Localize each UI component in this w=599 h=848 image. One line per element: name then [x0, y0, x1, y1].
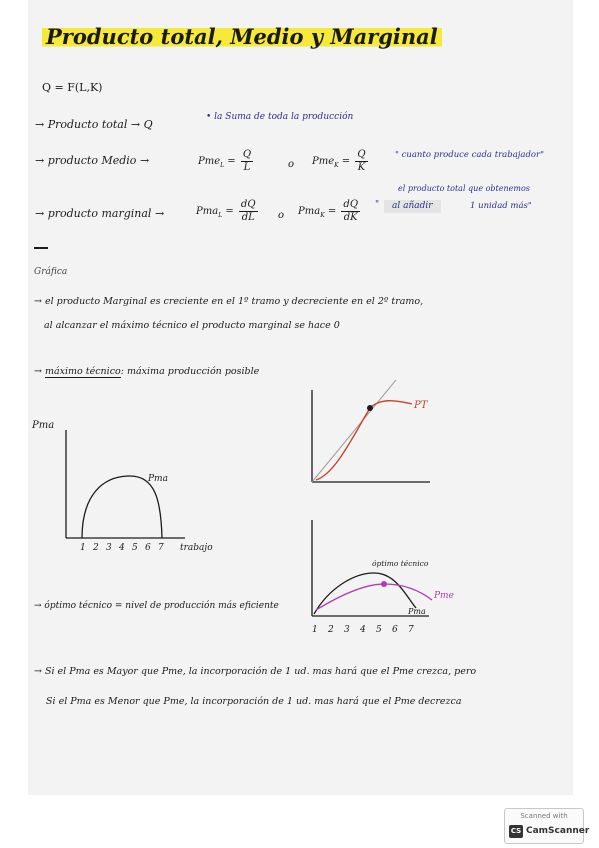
total-label: Producto total — [47, 118, 128, 131]
average-marginal-graph — [304, 518, 474, 643]
marginal-description-1: → el producto Marginal es creciente en el 1º tramo y decreciente en el 2º tramo, — [34, 296, 424, 307]
arrow-icon: → — [35, 118, 48, 131]
x-tick-label: 6 — [145, 543, 151, 553]
x-tick-label: 7 — [408, 625, 414, 635]
x-tick-label: 3 — [344, 625, 350, 635]
formula-separator: o — [288, 159, 295, 170]
y-axis-label: Pma — [32, 420, 55, 431]
arrow-icon: → — [34, 666, 45, 677]
optimum-point — [381, 581, 387, 587]
marginal-note-top: el producto total que obtenemos — [398, 184, 530, 193]
x-tick-label: 5 — [132, 543, 138, 553]
production-function: Q = F(L,K) — [42, 81, 103, 94]
ray-from-origin — [312, 380, 396, 482]
graph-heading: Gráfica — [34, 267, 68, 277]
camscanner-name: CamScanner — [526, 826, 590, 836]
optimum-annotation: óptimo técnico — [372, 559, 429, 568]
x-ticks — [80, 543, 164, 553]
x-tick-label: 6 — [392, 625, 398, 635]
marginal-label: producto marginal — [47, 207, 152, 220]
x-tick-label: 1 — [80, 543, 86, 553]
arrow-icon: → — [154, 207, 165, 220]
total-product-graph — [300, 378, 450, 490]
arrow-icon: → — [35, 154, 48, 167]
closing-line-1: → Si el Pma es Mayor que Pme, la incorporación de 1 ud. mas hará que el Pme crezca, pero — [34, 666, 477, 677]
marginal-formula-K: Pma$_K$ = $\frac{dQ}{dK}$ — [298, 199, 359, 223]
pma-curve — [82, 476, 162, 538]
arrow-icon: → — [34, 366, 45, 377]
pma-label: Pma — [408, 607, 426, 616]
arrow-icon: → — [35, 207, 48, 220]
marginal-note-box: al añadir — [384, 200, 441, 213]
arrow-icon: → — [34, 296, 45, 307]
arrow-icon: → — [139, 154, 150, 167]
x-tick-label: 1 — [312, 625, 318, 635]
marginal-product-row — [35, 208, 164, 219]
total-value: Q — [143, 118, 153, 131]
x-tick-label: 3 — [106, 543, 112, 553]
marginal-note-end: 1 unidad más" — [470, 201, 532, 211]
closing-line-2: Si el Pma es Menor que Pme, la incorporación de 1 ud. mas hará que el Pme decrezca — [46, 696, 462, 707]
average-label: producto Medio — [47, 154, 137, 167]
divider — [34, 247, 48, 249]
pma-curve — [314, 573, 416, 614]
camscanner-badge — [504, 808, 590, 844]
total-product-row — [35, 119, 153, 130]
page-title: Producto total, Medio y Marginal — [42, 24, 442, 49]
max-technical-line: → máximo técnico: máxima producción posible — [34, 366, 260, 377]
pma-curve-label: Pma — [148, 474, 168, 484]
average-formula-K: Pme$_K$ = $\frac{Q}{K}$ — [312, 149, 366, 173]
optimum-line: → óptimo técnico = nivel de producción más eficiente — [34, 601, 279, 611]
pt-curve — [316, 401, 412, 480]
average-formula-L: Pme$_L$ = $\frac{Q}{L}$ — [198, 149, 252, 173]
x-tick-label: 4 — [119, 543, 125, 553]
x-tick-label: 5 — [376, 625, 382, 635]
tangency-point — [367, 405, 373, 411]
marginal-note-quote: " — [375, 200, 380, 210]
arrow-icon: → — [34, 601, 45, 611]
pme-label: Pme — [434, 591, 454, 601]
marginal-description-2: al alcanzar el máximo técnico el producto marginal se hace 0 — [44, 320, 340, 331]
x-tick-label: 4 — [360, 625, 366, 635]
average-product-row — [35, 155, 149, 166]
total-note: • la Suma de toda la producción — [206, 112, 354, 122]
scanned-with-text: Scanned with — [520, 812, 568, 820]
max-technical-term: máximo técnico — [44, 366, 121, 377]
camscanner-logo-icon: CS — [509, 825, 523, 838]
average-note: " cuanto produce cada trabajador" — [395, 150, 545, 160]
marginal-product-graph — [30, 418, 250, 563]
x-tick-label: 7 — [158, 543, 164, 553]
formula-separator: o — [278, 210, 285, 221]
x-tick-label: 2 — [328, 625, 334, 635]
x-tick-label: 2 — [93, 543, 99, 553]
arrow-icon: → — [130, 118, 144, 131]
marginal-formula-L: Pma$_L$ = $\frac{dQ}{dL}$ — [196, 199, 256, 223]
x-axis-label: trabajo — [180, 543, 213, 553]
x-ticks — [312, 625, 414, 635]
pt-curve-label: PT — [414, 400, 428, 411]
